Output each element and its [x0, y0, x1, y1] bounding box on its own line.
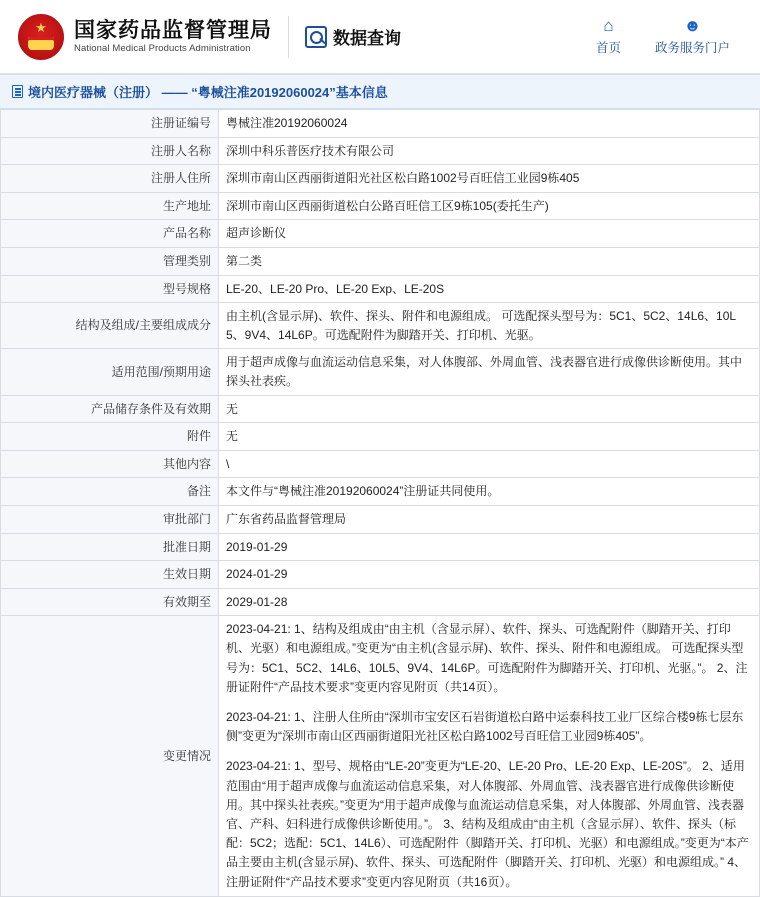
- table-row: [1, 423, 760, 451]
- page-header: [0, 0, 760, 74]
- row-label: 注册证编号: [1, 110, 219, 138]
- document-icon: [12, 85, 23, 98]
- row-label: 其他内容: [1, 450, 219, 478]
- row-label: 附件: [1, 423, 219, 451]
- row-value: 无: [219, 395, 760, 423]
- change-entry: 2023-04-21: 1、注册人住所由“深圳市宝安区石岩街道松白路中运泰科技工业厂区综合楼9栋七层东侧”变更为“深圳市南山区西丽街道阳光社区松白路1002号百旺信工业园9栋405”。: [226, 710, 744, 744]
- row-value: 本文件与“粤械注准20192060024”注册证共同使用。: [219, 478, 760, 506]
- row-label: 有效期至: [1, 588, 219, 616]
- table-row: [1, 478, 760, 506]
- national-emblem-icon: [18, 14, 64, 60]
- row-value: 2024-01-29: [219, 561, 760, 589]
- table-body: [1, 110, 760, 897]
- row-value: 广东省药品监督管理局: [219, 505, 760, 533]
- change-entry: 2023-04-21: 1、型号、规格由“LE-20”变更为“LE-20、LE-20 Pro、LE-20 Exp、LE-20S”。 2、适用范围由“用于超声成像与血流运动信息采集，对人体腹部、外周血管、浅表器官进行成像供诊断使用。其中探头社表疾。”变更为“用于超声成像与血流运动信息采集，对人体腹部、外周血管、浅表器官、产科、妇科进行成像供诊断使用。”。 3、结构及组成由“由主机（含显示屏）、软件、探头（标配：5C2；选配：5C1、14L6）、可选配附件（脚踏开关、打印机、光驱）和电源组成。”变更为“本产品主要由主机(含显示屏)、软件、探头、可选配附件（脚踏开关、打印机、光驱）和电源组成。” 4、注册证附件“产品技术要求”变更内容见附页（共16页）。: [226, 759, 749, 889]
- row-label: 管理类别: [1, 247, 219, 275]
- brand-block: [18, 14, 272, 60]
- nav-item-portal-label: 政务服务门户: [654, 41, 730, 55]
- row-label: 适用范围/预期用途: [1, 349, 219, 395]
- registration-info-table: [0, 109, 760, 897]
- row-value: 深圳中科乐普医疗技术有限公司: [219, 137, 760, 165]
- user-portal-icon: ☻: [683, 16, 702, 35]
- row-label: 产品储存条件及有效期: [1, 395, 219, 423]
- row-label: 结构及组成/主要组成成分: [1, 303, 219, 349]
- brand-name-cn: 国家药品监督管理局: [74, 17, 272, 42]
- row-value: 深圳市南山区西丽街道松白公路百旺信工区9栋105(委托生产): [219, 192, 760, 220]
- row-label: 批准日期: [1, 533, 219, 561]
- row-value: 超声诊断仪: [219, 220, 760, 248]
- row-label: 注册人住所: [1, 165, 219, 193]
- header-divider: [288, 16, 289, 58]
- breadcrumb: [0, 74, 760, 109]
- table-row: [1, 395, 760, 423]
- table-row: [1, 505, 760, 533]
- table-row-change-history: [1, 616, 760, 896]
- table-row: [1, 533, 760, 561]
- table-row: [1, 165, 760, 193]
- brand-name-en: National Medical Products Administration: [74, 43, 251, 55]
- search-doc-icon: [305, 26, 327, 48]
- table-row: [1, 137, 760, 165]
- brand-text: [74, 18, 272, 55]
- table-row: [1, 561, 760, 589]
- table-row: [1, 192, 760, 220]
- data-query-label: 数据查询: [333, 29, 401, 48]
- table-row: [1, 220, 760, 248]
- row-label: 产品名称: [1, 220, 219, 248]
- row-value: 粤械注准20192060024: [219, 110, 760, 138]
- nav-item-home-label: 首页: [595, 41, 621, 55]
- table-row: [1, 588, 760, 616]
- row-label: 生产地址: [1, 192, 219, 220]
- row-value: \: [219, 450, 760, 478]
- table-row: [1, 275, 760, 303]
- nav-item-home[interactable]: [596, 17, 621, 56]
- row-value: 第二类: [219, 247, 760, 275]
- home-icon: ⌂: [603, 16, 614, 35]
- row-label: 变更情况: [1, 616, 219, 896]
- row-label: 注册人名称: [1, 137, 219, 165]
- change-history-value: [219, 616, 760, 896]
- table-row: [1, 247, 760, 275]
- row-value: LE-20、LE-20 Pro、LE-20 Exp、LE-20S: [219, 275, 760, 303]
- row-label: 备注: [1, 478, 219, 506]
- row-label: 生效日期: [1, 561, 219, 589]
- nav-item-portal[interactable]: [655, 17, 730, 56]
- header-nav: [596, 17, 742, 56]
- table-row: [1, 110, 760, 138]
- row-value: 无: [219, 423, 760, 451]
- row-value: 深圳市南山区西丽街道阳光社区松白路1002号百旺信工业园9栋405: [219, 165, 760, 193]
- page-title: 境内医疗器械（注册） —— “粤械注准20192060024”基本信息: [28, 85, 388, 100]
- row-label: 型号规格: [1, 275, 219, 303]
- row-value: 由主机(含显示屏)、软件、探头、附件和电源组成。 可选配探头型号为：5C1、5C2、14L6、10L5、9V4、14L6P。可选配附件为脚踏开关、打印机、光驱。: [219, 303, 760, 349]
- data-query-link[interactable]: [305, 24, 401, 49]
- row-value: 2029-01-28: [219, 588, 760, 616]
- table-row: [1, 349, 760, 395]
- table-row: [1, 303, 760, 349]
- row-value: 2019-01-29: [219, 533, 760, 561]
- change-entry: 2023-04-21: 1、结构及组成由“由主机（含显示屏）、软件、探头、可选配附件（脚踏开关、打印机、光驱）和电源组成。”变更为“由主机(含显示屏)、软件、探头、附件和电源组成。 可选配探头型号为：5C1、5C2、14L6、10L5、9V4、14L6P。可选配附件为脚踏开关、打印机、光驱。”。 2、注册证附件“产品技术要求”变更内容见附页（共14页）。: [226, 622, 748, 694]
- table-row: [1, 450, 760, 478]
- row-value: 用于超声成像与血流运动信息采集，对人体腹部、外周血管、浅表器官进行成像供诊断使用。其中探头社表疾。: [219, 349, 760, 395]
- row-label: 审批部门: [1, 505, 219, 533]
